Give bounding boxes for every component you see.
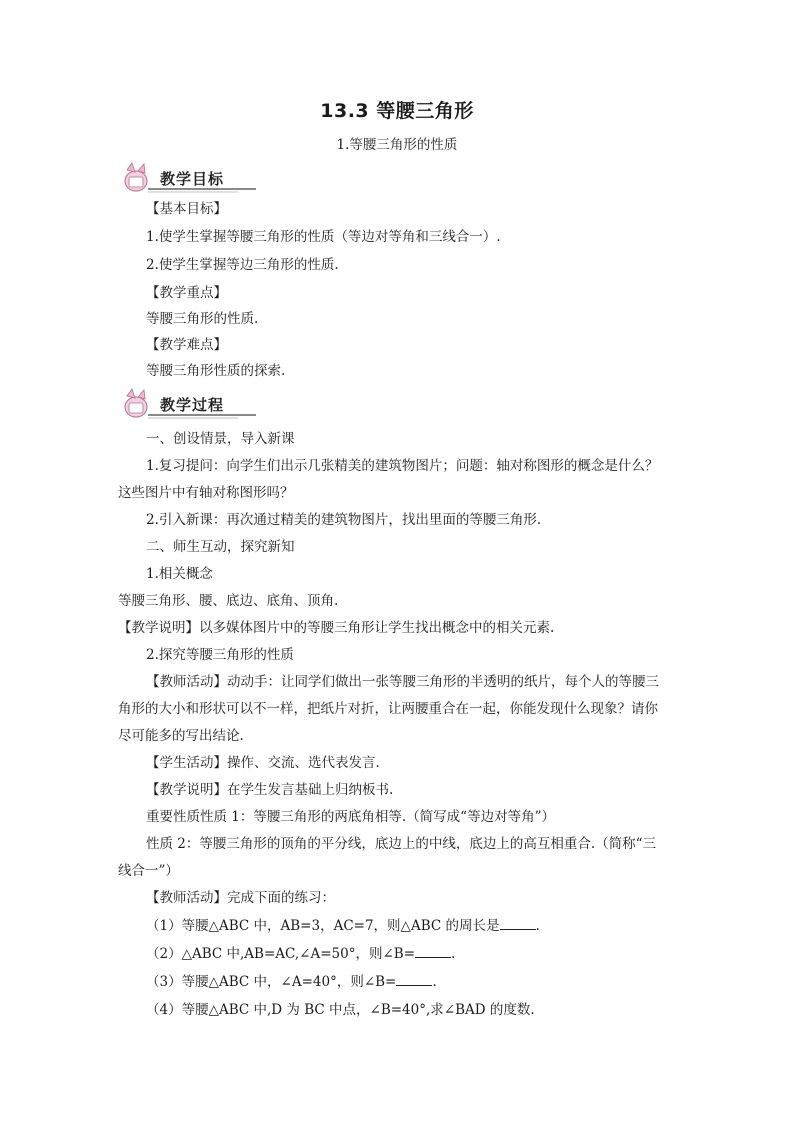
text-line: 2.使学生掌握等边三角形的性质. [146,257,339,273]
text-line: 1.使学生掌握等腰三角形的性质（等边对等角和三线合一）. [146,229,501,245]
text-line: 【教学重点】 [146,285,227,301]
text-line: 二、师生互动，探究新知 [146,539,295,555]
text-line: 1.复习提问：向学生们出示几张精美的建筑物图片；问题：轴对称图形的概念是什么？ [146,458,659,474]
exercise-item: （3）等腰△ABC 中，∠A=40°，则∠B= . [146,974,437,990]
text-line: 【教师活动】动动手：让同学们做出一张等腰三角形的半透明的纸片，每个人的等腰三 [146,674,659,690]
text-line: 【教学说明】在学生发言基础上归纳板书. [146,782,394,798]
section-header-goals [118,160,258,194]
text-line: 【教学说明】以多媒体图片中的等腰三角形让学生找出概念中的相关元素. [118,620,555,636]
text-line: 【教师活动】完成下面的练习： [146,890,335,906]
section-header-process [118,386,258,420]
exercise-item: （2）△ABC 中,AB=AC,∠A=50°，则∠B= . [146,946,456,962]
text-line: 1.相关概念 [146,566,213,582]
answer-blank [396,973,432,986]
text-line: 等腰三角形性质的探索. [146,363,286,379]
exercise-item: （1）等腰△ABC 中，AB=3，AC=7，则△ABC 的周长是 . [146,918,540,934]
text-line: 2.引入新课：再次通过精美的建筑物图片，找出里面的等腰三角形. [146,512,542,528]
text-line: 一、创设情景，导入新课 [146,431,295,447]
text-line: 角形的大小和形状可以不一样，把纸片对折，让两腰重合在一起，你能发现什么现象？请你 [118,701,658,717]
text-line: 【学生活动】操作、交流、选代表发言. [146,755,380,771]
page-subtitle: 1.等腰三角形的性质 [336,137,458,153]
text-line: 2.探究等腰三角形的性质 [146,647,294,663]
answer-blank [415,945,451,958]
answer-blank [500,917,536,930]
section-title: 教学过程 [160,396,225,414]
text-line: 尽可能多的写出结论. [118,728,244,744]
text-line: 线合一”） [118,863,179,879]
text-line: 【教学难点】 [146,337,227,353]
text-line: 性质 2：等腰三角形的顶角的平分线，底边上的中线，底边上的高互相重合.（简称“三 [146,836,657,852]
text-line: 这些图片中有轴对称图形吗？ [118,485,294,501]
text-line: 【基本目标】 [146,201,227,217]
page-title: 13.3 等腰三角形 [320,100,474,122]
section-title: 教学目标 [160,170,225,188]
text-line: 等腰三角形、腰、底边、底角、顶角. [118,593,339,609]
exercise-item: （4）等腰△ABC 中,D 为 BC 中点，∠B=40°,求∠BAD 的度数. [146,1002,535,1018]
text-line: 等腰三角形的性质. [146,311,259,327]
text-line: 重要性质性质 1：等腰三角形的两底角相等.（简写成“等边对等角”） [146,809,555,825]
